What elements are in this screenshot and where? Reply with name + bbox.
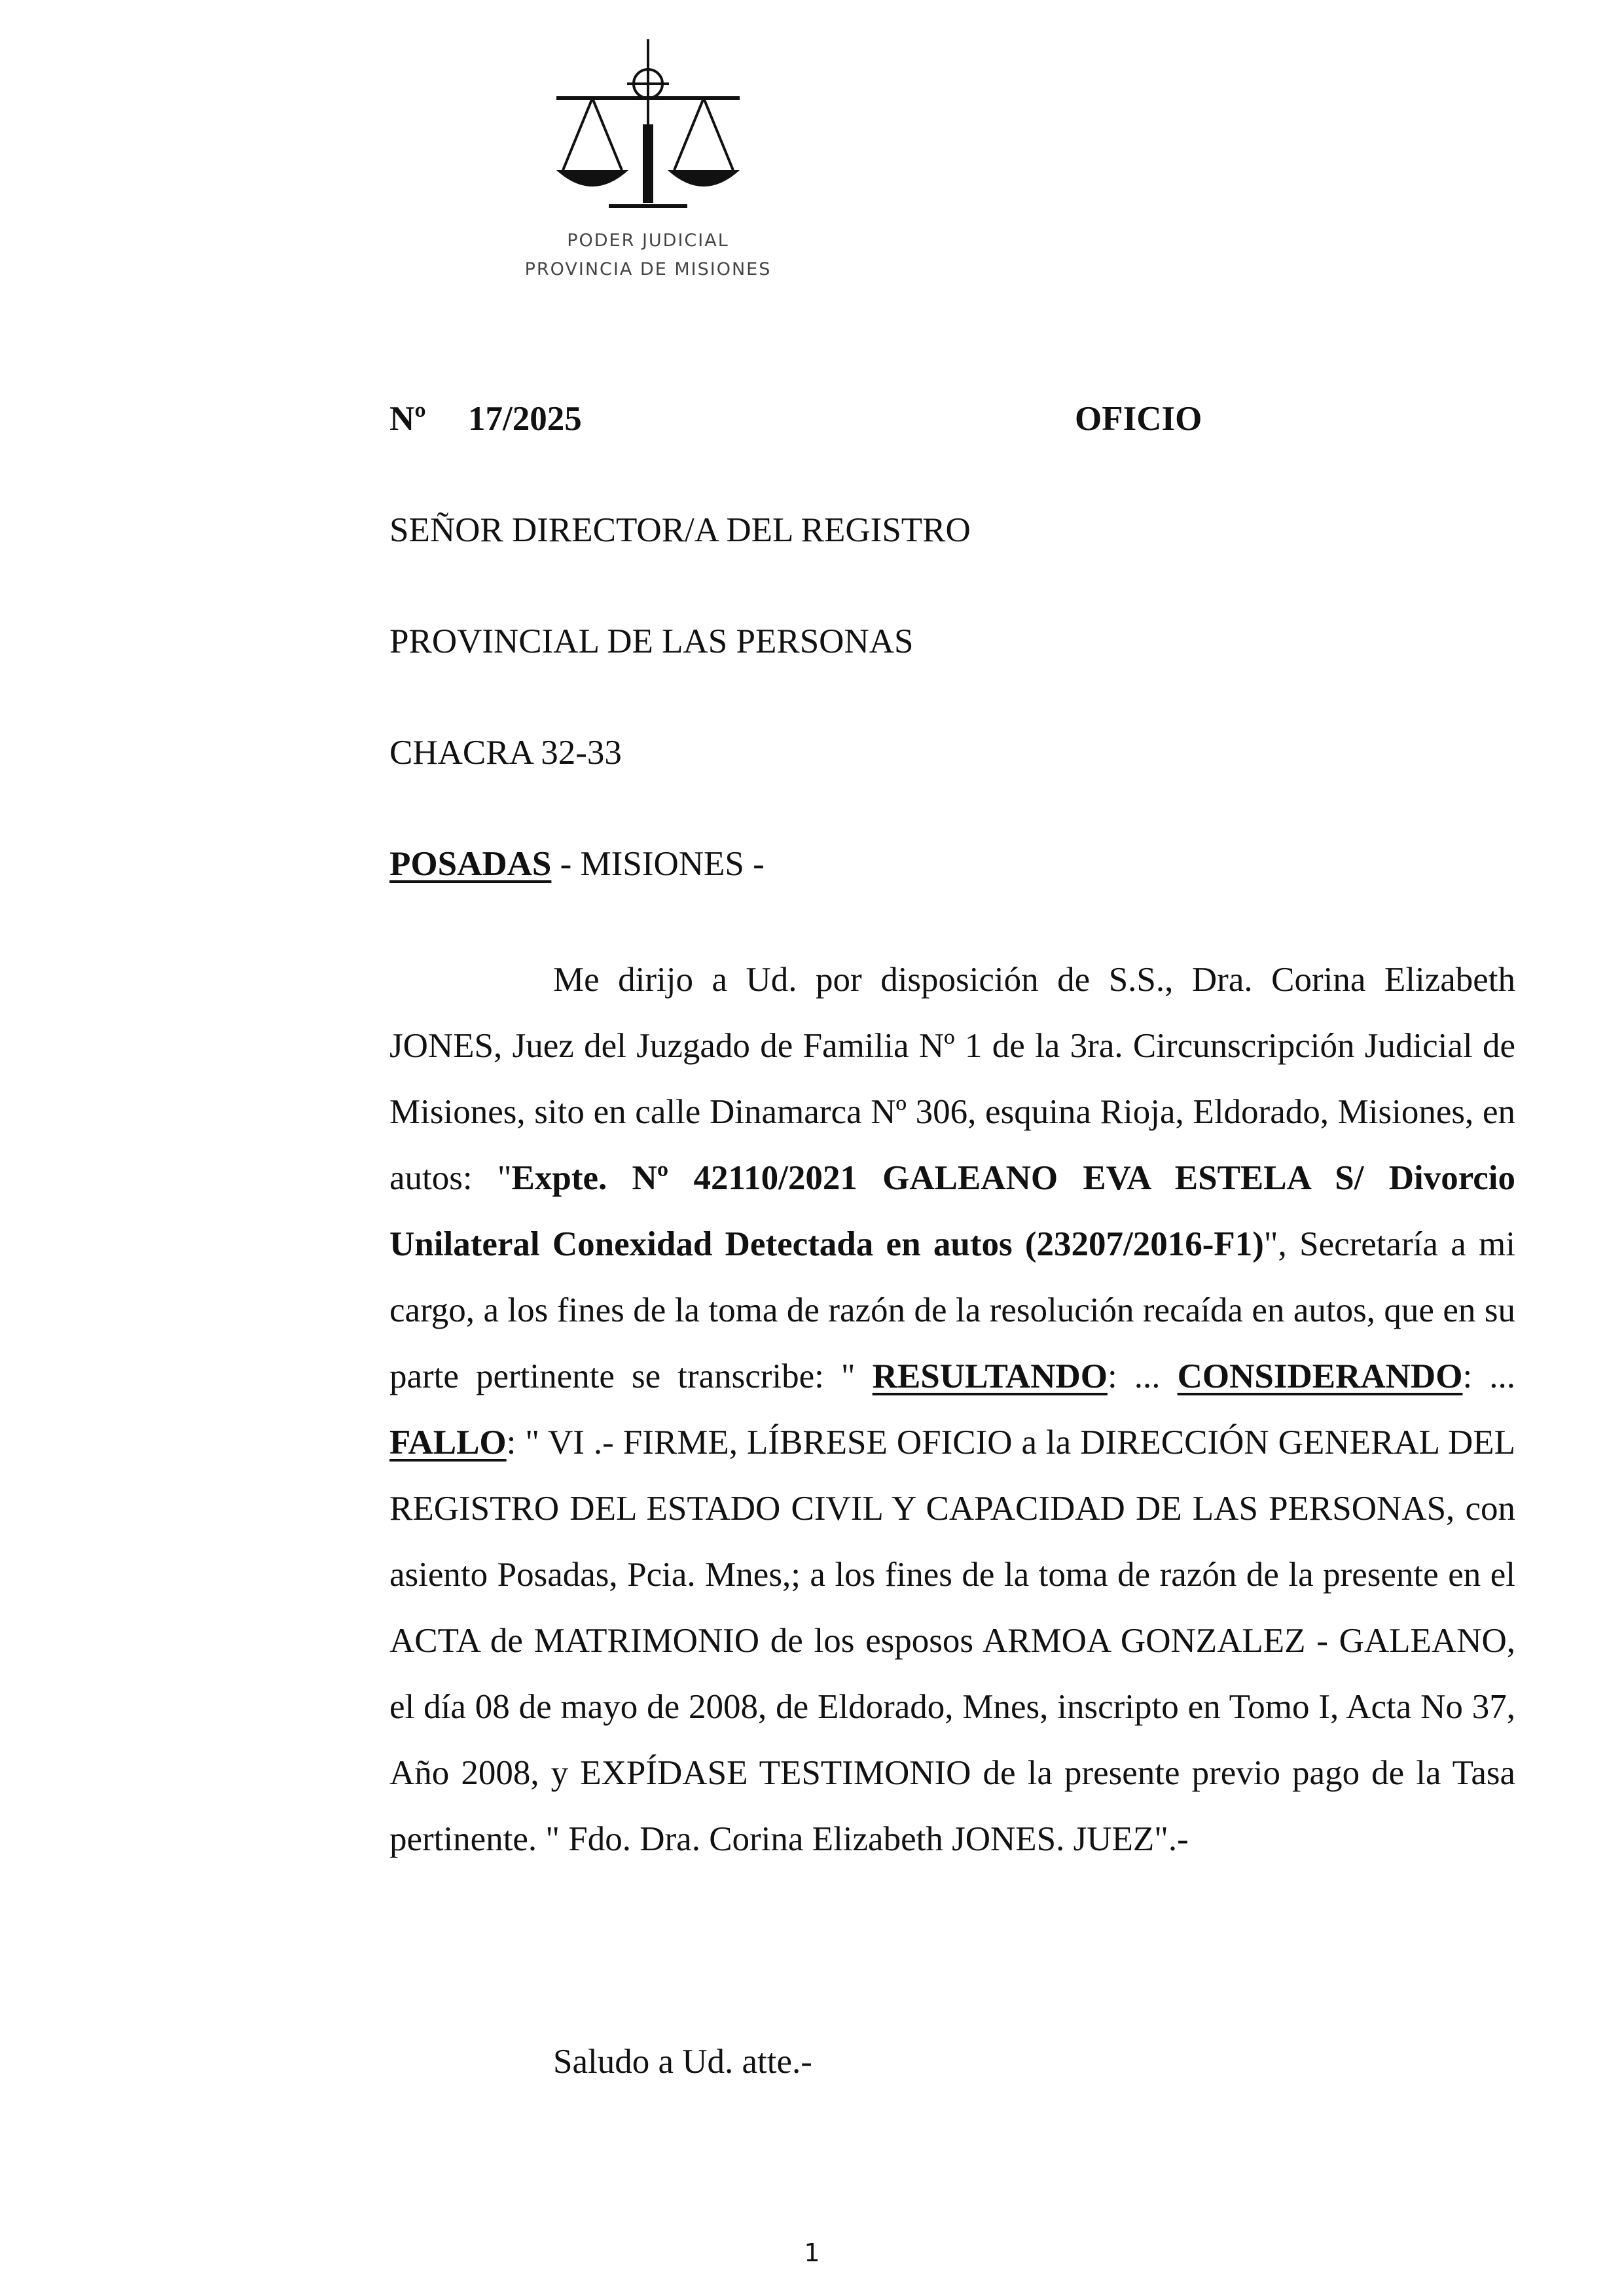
resultando-label: RESULTANDO (872, 1357, 1108, 1395)
addressee-line-1: SEÑOR DIRECTOR/A DEL REGISTRO (389, 511, 971, 549)
document-number: 17/2025 (468, 400, 582, 438)
case-reference: Expte. Nº 42110/2021 GALEANO EVA ESTELA S/ Divorcio Unilateral Conexidad Detectada en autos (23207/2016-F1) (389, 1159, 1516, 1263)
considerando-label: CONSIDERANDO (1177, 1357, 1463, 1395)
addressee-province: - MISIONES - (551, 845, 765, 883)
addressee-line-3: CHACRA 32-33 (389, 734, 622, 772)
separator-2: : ... (1462, 1357, 1515, 1395)
institution-province: PROVINCIA DE MISIONES (524, 259, 772, 279)
fallo-label: FALLO (389, 1424, 507, 1462)
body-ruling: : " VI .- FIRME, LÍBRESE OFICIO a la DIRECCIÓN GENERAL DEL REGISTRO DEL ESTADO CIVIL Y CAPACIDAD DE LAS PERSONAS, con asiento Posadas, Pcia. Mnes,; a los fines de la toma de razón de la presente en el ACTA de MATRIMONIO de los esposos ARMOA GONZALEZ - GALEANO, el día 08 de mayo de 2008, de Eldorado, Mnes, inscripto en Tomo I, Acta No 37, Año 2008, y EXPÍDASE TESTIMONIO de la presente previo pago de la Tasa pertinente. " Fdo. Dra. Corina Elizabeth JONES. JUEZ".- (389, 1424, 1515, 1858)
addressee-line-2: PROVINCIAL DE LAS PERSONAS (389, 622, 914, 660)
document-type: OFICIO (1075, 400, 1202, 438)
body-intro: Me dirijo a Ud. por disposición de S.S., Dra. Corina Elizabeth JONES, Juez del Juzgado de Familia Nº 1 de la 3ra. Circunscripción Judicial de Misiones, sito en calle Dinamarca Nº 306, esquina Rioja, Eldorado, Misiones, en autos: " (389, 961, 1515, 1197)
institution-name: PODER JUDICIAL (567, 230, 729, 251)
closing-greeting: Saludo a Ud. atte.- (553, 2043, 812, 2081)
document-number-label: Nº (389, 400, 426, 438)
addressee-city-line (389, 844, 765, 884)
scales-of-justice-icon (543, 39, 753, 236)
page-number: 1 (804, 2238, 820, 2267)
addressee-city: POSADAS (389, 845, 552, 883)
institution-logo (517, 39, 779, 288)
body-paragraph (389, 947, 1515, 1873)
separator-1: : ... (1107, 1357, 1178, 1395)
document-header-row (389, 399, 1515, 452)
body-middle: ", Secretaría a mi cargo, a los fines de la toma de razón de la resolución recaída en autos, que en su parte pertinente se transcribe: " (389, 1225, 1515, 1395)
